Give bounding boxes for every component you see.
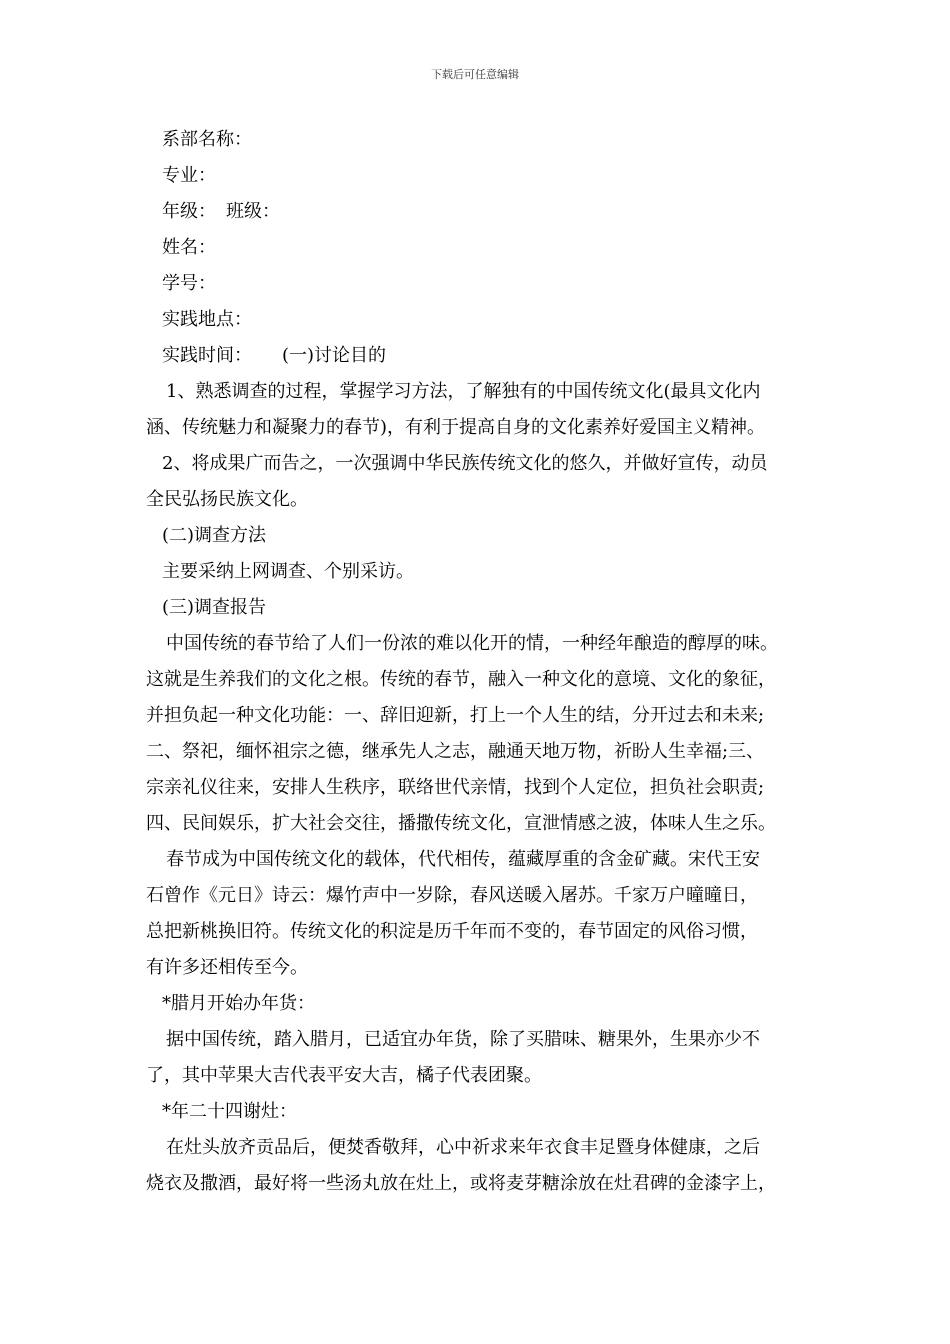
grade-class-line bbox=[146, 194, 816, 230]
method-heading: (二)调查方法 bbox=[162, 525, 267, 546]
time-label: 实践时间： bbox=[162, 345, 252, 366]
report-p1-line: 中国传统的春节给了人们一份浓的难以化开的情，一种经年酿造的醇厚的味。 bbox=[166, 633, 778, 654]
report-p2-line: 春节成为中国传统文化的载体，代代相传，蕴藏厚重的含金矿藏。宋代王安 bbox=[166, 849, 760, 870]
purpose-item-2-line-1: 2、将成果广而告之，一次强调中华民族传统文化的悠久，并做好宣传，动员 bbox=[162, 453, 768, 474]
report-p1-line: 并担负起一种文化功能：一、辞旧迎新，打上一个人生的结，分开过去和未来; bbox=[146, 705, 765, 726]
report-p2-line: 有许多还相传至今。 bbox=[146, 957, 308, 978]
report-p2-line: 总把新桃换旧符。传统文化的积淀是历千年而不变的，春节固定的风俗习惯， bbox=[146, 921, 758, 942]
student-id-label: 学号： bbox=[162, 273, 216, 294]
item1-text-line: 据中国传统，踏入腊月，已适宜办年货，除了买腊味、糖果外，生果亦少不 bbox=[166, 1029, 760, 1050]
method-text: 主要采纳上网调查、个别采访。 bbox=[162, 561, 414, 582]
purpose-item-1-line-2: 涵、传统魅力和凝聚力的春节)，有利于提高自身的文化素养好爱国主义精神。 bbox=[146, 417, 766, 438]
report-p1-line: 宗亲礼仪往来，安排人生秩序，联络世代亲情，找到个人定位，担负社会职责; bbox=[146, 777, 765, 798]
report-p2-line: 石曾作《元日》诗云：爆竹声中一岁除，春风送暖入屠苏。千家万户曈曈日， bbox=[146, 885, 758, 906]
purpose-item-2-line-2: 全民弘扬民族文化。 bbox=[146, 489, 308, 510]
item2-heading: *年二十四谢灶： bbox=[162, 1101, 297, 1122]
name-label: 姓名： bbox=[162, 237, 216, 258]
time-purpose-line bbox=[146, 338, 816, 374]
purpose-item-1-line-1: 1、熟悉调查的过程，掌握学习方法，了解独有的中国传统文化(最具文化内 bbox=[166, 381, 761, 402]
department-label: 系部名称： bbox=[162, 129, 252, 150]
location-label: 实践地点： bbox=[162, 309, 252, 330]
class-label: 班级： bbox=[226, 201, 280, 222]
grade-label: 年级： bbox=[162, 201, 216, 222]
major-label: 专业： bbox=[162, 165, 216, 186]
report-p1-line: 四、民间娱乐，扩大社会交往，播撒传统文化，宣泄情感之波，体味人生之乐。 bbox=[146, 813, 776, 834]
report-p1-line: 这就是生养我们的文化之根。传统的春节，融入一种文化的意境、文化的象征， bbox=[146, 669, 776, 690]
item1-heading: *腊月开始办年货： bbox=[162, 993, 315, 1014]
item1-text-line: 了，其中苹果大吉代表平安大吉，橘子代表团聚。 bbox=[146, 1065, 542, 1086]
document-body bbox=[146, 122, 816, 1202]
item2-text-line: 在灶头放齐贡品后，便焚香敬拜，心中祈求来年衣食丰足暨身体健康，之后 bbox=[166, 1137, 760, 1158]
item2-text-line: 烧衣及撒酒，最好将一些汤丸放在灶上，或将麦芽糖涂放在灶君碑的金漆字上， bbox=[146, 1173, 776, 1194]
report-heading: (三)调查报告 bbox=[162, 597, 267, 618]
purpose-heading: (一)讨论目的 bbox=[282, 345, 387, 366]
page-header-note: 下载后可任意编辑 bbox=[431, 68, 519, 81]
report-p1-line: 二、祭祀，缅怀祖宗之德，继承先人之志，融通天地万物，祈盼人生幸福;三、 bbox=[146, 741, 765, 762]
